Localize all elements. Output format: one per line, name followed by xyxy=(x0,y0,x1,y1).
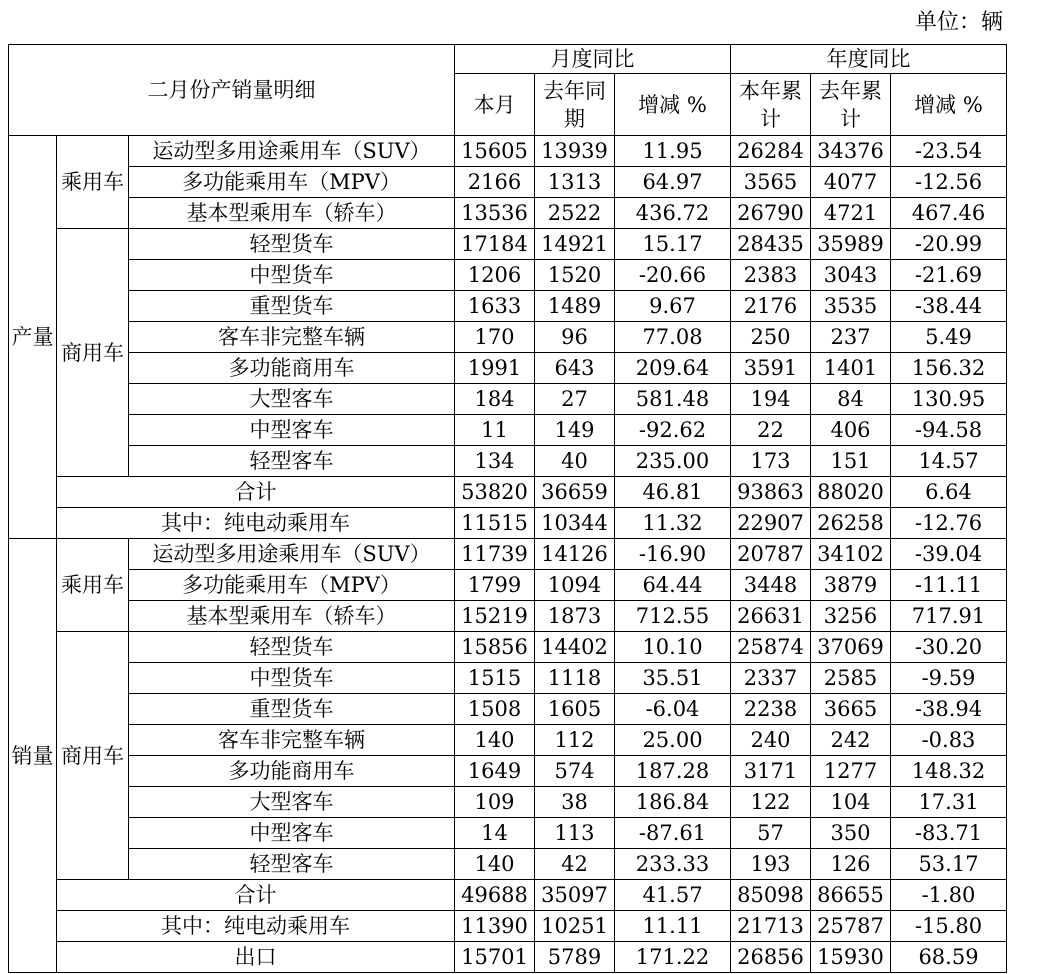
value-cell: 1515 xyxy=(455,663,535,694)
value-cell: 3665 xyxy=(811,694,891,725)
vehicle-type-name: 轻型客车 xyxy=(129,446,455,477)
table-row xyxy=(9,508,1007,539)
commercial-vehicle-group-label: 商用车 xyxy=(57,632,129,880)
value-cell: 1489 xyxy=(535,291,615,322)
value-cell: 11739 xyxy=(455,539,535,570)
value-cell: 15219 xyxy=(455,601,535,632)
value-cell: 64.97 xyxy=(615,167,731,198)
value-cell: 5.49 xyxy=(891,322,1007,353)
value-cell: 1118 xyxy=(535,663,615,694)
value-cell: 233.33 xyxy=(615,849,731,880)
vehicle-type-name: 轻型客车 xyxy=(129,849,455,880)
value-cell: 36659 xyxy=(535,477,615,508)
value-cell: 25.00 xyxy=(615,725,731,756)
table-row xyxy=(9,663,1007,694)
table-row xyxy=(9,570,1007,601)
value-cell: 34102 xyxy=(811,539,891,570)
value-cell: 14126 xyxy=(535,539,615,570)
production-section-label: 产量 xyxy=(9,136,57,539)
export-row-label: 出口 xyxy=(57,942,455,973)
value-cell: 2522 xyxy=(535,198,615,229)
value-cell: 53.17 xyxy=(891,849,1007,880)
value-cell: 6.64 xyxy=(891,477,1007,508)
value-cell: 3256 xyxy=(811,601,891,632)
table-row xyxy=(9,322,1007,353)
vehicle-type-name: 重型货车 xyxy=(129,694,455,725)
table-row xyxy=(9,198,1007,229)
value-cell: 194 xyxy=(731,384,811,415)
value-cell: -15.80 xyxy=(891,911,1007,942)
value-cell: 35097 xyxy=(535,880,615,911)
value-cell: 11.32 xyxy=(615,508,731,539)
table-row xyxy=(9,136,1007,167)
vehicle-type-name: 重型货车 xyxy=(129,291,455,322)
value-cell: 53820 xyxy=(455,477,535,508)
value-cell: 26258 xyxy=(811,508,891,539)
value-cell: 1649 xyxy=(455,756,535,787)
value-cell: 34376 xyxy=(811,136,891,167)
value-cell: 581.48 xyxy=(615,384,731,415)
value-cell: 156.32 xyxy=(891,353,1007,384)
value-cell: -87.61 xyxy=(615,818,731,849)
value-cell: 21713 xyxy=(731,911,811,942)
vehicle-type-name: 轻型货车 xyxy=(129,632,455,663)
value-cell: -20.66 xyxy=(615,260,731,291)
value-cell: 35.51 xyxy=(615,663,731,694)
value-cell: 41.57 xyxy=(615,880,731,911)
vehicle-type-name: 客车非完整车辆 xyxy=(129,322,455,353)
value-cell: 1094 xyxy=(535,570,615,601)
value-cell: 1401 xyxy=(811,353,891,384)
value-cell: 193 xyxy=(731,849,811,880)
value-cell: 11.11 xyxy=(615,911,731,942)
col-ytd-this-year: 本年累计 xyxy=(731,74,811,136)
value-cell: 2383 xyxy=(731,260,811,291)
table-row xyxy=(9,818,1007,849)
vehicle-type-name: 运动型多用途乘用车（SUV） xyxy=(129,136,455,167)
col-ytd-last-year: 去年累计 xyxy=(811,74,891,136)
ev-row-label: 其中：纯电动乘用车 xyxy=(57,508,455,539)
value-cell: -39.04 xyxy=(891,539,1007,570)
vehicle-type-name: 轻型货车 xyxy=(129,229,455,260)
col-this-month: 本月 xyxy=(455,74,535,136)
value-cell: 2337 xyxy=(731,663,811,694)
commercial-vehicle-group-label: 商用车 xyxy=(57,229,129,477)
value-cell: 11390 xyxy=(455,911,535,942)
value-cell: 40 xyxy=(535,446,615,477)
value-cell: 1991 xyxy=(455,353,535,384)
table-row xyxy=(9,725,1007,756)
value-cell: 93863 xyxy=(731,477,811,508)
value-cell: 109 xyxy=(455,787,535,818)
value-cell: -38.94 xyxy=(891,694,1007,725)
value-cell: 237 xyxy=(811,322,891,353)
value-cell: 26284 xyxy=(731,136,811,167)
value-cell: 38 xyxy=(535,787,615,818)
value-cell: 1799 xyxy=(455,570,535,601)
table-row xyxy=(9,229,1007,260)
value-cell: 3591 xyxy=(731,353,811,384)
value-cell: -92.62 xyxy=(615,415,731,446)
value-cell: 3879 xyxy=(811,570,891,601)
table-row xyxy=(9,384,1007,415)
table-row xyxy=(9,601,1007,632)
vehicle-type-name: 多功能商用车 xyxy=(129,756,455,787)
value-cell: 14921 xyxy=(535,229,615,260)
value-cell: 242 xyxy=(811,725,891,756)
ev-row-label: 其中：纯电动乘用车 xyxy=(57,911,455,942)
value-cell: 2238 xyxy=(731,694,811,725)
value-cell: 130.95 xyxy=(891,384,1007,415)
vehicle-type-name: 中型货车 xyxy=(129,663,455,694)
value-cell: 88020 xyxy=(811,477,891,508)
value-cell: 14 xyxy=(455,818,535,849)
table-row xyxy=(9,477,1007,508)
value-cell: 4721 xyxy=(811,198,891,229)
value-cell: 173 xyxy=(731,446,811,477)
value-cell: 37069 xyxy=(811,632,891,663)
unit-label: 单位：辆 xyxy=(914,10,1003,35)
value-cell: -12.56 xyxy=(891,167,1007,198)
value-cell: 14402 xyxy=(535,632,615,663)
value-cell: -12.76 xyxy=(891,508,1007,539)
value-cell: 113 xyxy=(535,818,615,849)
vehicle-type-name: 基本型乘用车（轿车） xyxy=(129,198,455,229)
value-cell: 25874 xyxy=(731,632,811,663)
col-monthly-change: 增减 % xyxy=(615,74,731,136)
vehicle-type-name: 大型客车 xyxy=(129,384,455,415)
vehicle-type-name: 多功能乘用车（MPV） xyxy=(129,570,455,601)
value-cell: -16.90 xyxy=(615,539,731,570)
value-cell: 574 xyxy=(535,756,615,787)
value-cell: 5789 xyxy=(535,942,615,973)
value-cell: 1605 xyxy=(535,694,615,725)
production-sales-table xyxy=(8,44,1007,973)
value-cell: -1.80 xyxy=(891,880,1007,911)
value-cell: -94.58 xyxy=(891,415,1007,446)
value-cell: 436.72 xyxy=(615,198,731,229)
vehicle-type-name: 基本型乘用车（轿车） xyxy=(129,601,455,632)
value-cell: 86655 xyxy=(811,880,891,911)
value-cell: -30.20 xyxy=(891,632,1007,663)
vehicle-type-name: 中型客车 xyxy=(129,415,455,446)
table-row xyxy=(9,880,1007,911)
monthly-header: 月度同比 xyxy=(455,45,731,74)
table-row xyxy=(9,787,1007,818)
table-row xyxy=(9,539,1007,570)
value-cell: 209.64 xyxy=(615,353,731,384)
value-cell: 643 xyxy=(535,353,615,384)
value-cell: 4077 xyxy=(811,167,891,198)
table-title: 二月份产销量明细 xyxy=(9,45,455,136)
value-cell: 17.31 xyxy=(891,787,1007,818)
value-cell: 42 xyxy=(535,849,615,880)
value-cell: 10251 xyxy=(535,911,615,942)
value-cell: 27 xyxy=(535,384,615,415)
value-cell: 148.32 xyxy=(891,756,1007,787)
value-cell: -11.11 xyxy=(891,570,1007,601)
table-row xyxy=(9,291,1007,322)
value-cell: 3565 xyxy=(731,167,811,198)
value-cell: 25787 xyxy=(811,911,891,942)
col-last-year-same-period: 去年同期 xyxy=(535,74,615,136)
total-row-label: 合计 xyxy=(57,880,455,911)
value-cell: 13939 xyxy=(535,136,615,167)
value-cell: 712.55 xyxy=(615,601,731,632)
value-cell: 11 xyxy=(455,415,535,446)
table-row xyxy=(9,167,1007,198)
table-row xyxy=(9,353,1007,384)
value-cell: 46.81 xyxy=(615,477,731,508)
value-cell: 2176 xyxy=(731,291,811,322)
value-cell: 171.22 xyxy=(615,942,731,973)
value-cell: 184 xyxy=(455,384,535,415)
value-cell: 140 xyxy=(455,849,535,880)
value-cell: -21.69 xyxy=(891,260,1007,291)
value-cell: 20787 xyxy=(731,539,811,570)
value-cell: 22 xyxy=(731,415,811,446)
value-cell: 717.91 xyxy=(891,601,1007,632)
value-cell: 122 xyxy=(731,787,811,818)
value-cell: 240 xyxy=(731,725,811,756)
value-cell: 1508 xyxy=(455,694,535,725)
value-cell: 14.57 xyxy=(891,446,1007,477)
value-cell: 350 xyxy=(811,818,891,849)
value-cell: 104 xyxy=(811,787,891,818)
value-cell: 17184 xyxy=(455,229,535,260)
vehicle-type-name: 客车非完整车辆 xyxy=(129,725,455,756)
yearly-header: 年度同比 xyxy=(731,45,1007,74)
value-cell: 3171 xyxy=(731,756,811,787)
value-cell: 77.08 xyxy=(615,322,731,353)
vehicle-type-name: 多功能乘用车（MPV） xyxy=(129,167,455,198)
total-row-label: 合计 xyxy=(57,477,455,508)
value-cell: 13536 xyxy=(455,198,535,229)
value-cell: 187.28 xyxy=(615,756,731,787)
passenger-car-group-label: 乘用车 xyxy=(57,539,129,632)
table-row xyxy=(9,942,1007,973)
vehicle-type-name: 多功能商用车 xyxy=(129,353,455,384)
table-row xyxy=(9,632,1007,663)
value-cell: 49688 xyxy=(455,880,535,911)
value-cell: 26856 xyxy=(731,942,811,973)
passenger-car-group-label: 乘用车 xyxy=(57,136,129,229)
value-cell: 11.95 xyxy=(615,136,731,167)
value-cell: 28435 xyxy=(731,229,811,260)
value-cell: 35989 xyxy=(811,229,891,260)
value-cell: 3535 xyxy=(811,291,891,322)
value-cell: -6.04 xyxy=(615,694,731,725)
value-cell: -20.99 xyxy=(891,229,1007,260)
value-cell: 170 xyxy=(455,322,535,353)
value-cell: -23.54 xyxy=(891,136,1007,167)
value-cell: 57 xyxy=(731,818,811,849)
table-row xyxy=(9,415,1007,446)
value-cell: -0.83 xyxy=(891,725,1007,756)
value-cell: 15605 xyxy=(455,136,535,167)
value-cell: 1313 xyxy=(535,167,615,198)
value-cell: 68.59 xyxy=(891,942,1007,973)
value-cell: 2585 xyxy=(811,663,891,694)
table-row xyxy=(9,446,1007,477)
value-cell: 26790 xyxy=(731,198,811,229)
value-cell: 11515 xyxy=(455,508,535,539)
value-cell: 126 xyxy=(811,849,891,880)
table-row xyxy=(9,694,1007,725)
table-row xyxy=(9,911,1007,942)
value-cell: 3448 xyxy=(731,570,811,601)
value-cell: 26631 xyxy=(731,601,811,632)
sales-section-label: 销量 xyxy=(9,539,57,973)
vehicle-type-name: 大型客车 xyxy=(129,787,455,818)
value-cell: 140 xyxy=(455,725,535,756)
value-cell: 467.46 xyxy=(891,198,1007,229)
value-cell: 96 xyxy=(535,322,615,353)
value-cell: 406 xyxy=(811,415,891,446)
value-cell: 112 xyxy=(535,725,615,756)
table-row xyxy=(9,756,1007,787)
value-cell: 15856 xyxy=(455,632,535,663)
value-cell: -83.71 xyxy=(891,818,1007,849)
value-cell: 1277 xyxy=(811,756,891,787)
value-cell: 151 xyxy=(811,446,891,477)
value-cell: 1633 xyxy=(455,291,535,322)
value-cell: 2166 xyxy=(455,167,535,198)
value-cell: 235.00 xyxy=(615,446,731,477)
value-cell: 3043 xyxy=(811,260,891,291)
vehicle-type-name: 中型货车 xyxy=(129,260,455,291)
value-cell: 1520 xyxy=(535,260,615,291)
value-cell: 22907 xyxy=(731,508,811,539)
value-cell: 134 xyxy=(455,446,535,477)
value-cell: -9.59 xyxy=(891,663,1007,694)
vehicle-type-name: 运动型多用途乘用车（SUV） xyxy=(129,539,455,570)
col-yearly-change: 增减 % xyxy=(891,74,1007,136)
value-cell: 1206 xyxy=(455,260,535,291)
table-row xyxy=(9,260,1007,291)
value-cell: 250 xyxy=(731,322,811,353)
value-cell: 84 xyxy=(811,384,891,415)
value-cell: 15930 xyxy=(811,942,891,973)
value-cell: 10344 xyxy=(535,508,615,539)
table-row xyxy=(9,849,1007,880)
value-cell: 9.67 xyxy=(615,291,731,322)
value-cell: 85098 xyxy=(731,880,811,911)
value-cell: 1873 xyxy=(535,601,615,632)
value-cell: 10.10 xyxy=(615,632,731,663)
value-cell: 15.17 xyxy=(615,229,731,260)
value-cell: 64.44 xyxy=(615,570,731,601)
value-cell: 149 xyxy=(535,415,615,446)
value-cell: 186.84 xyxy=(615,787,731,818)
value-cell: 15701 xyxy=(455,942,535,973)
vehicle-type-name: 中型客车 xyxy=(129,818,455,849)
value-cell: -38.44 xyxy=(891,291,1007,322)
